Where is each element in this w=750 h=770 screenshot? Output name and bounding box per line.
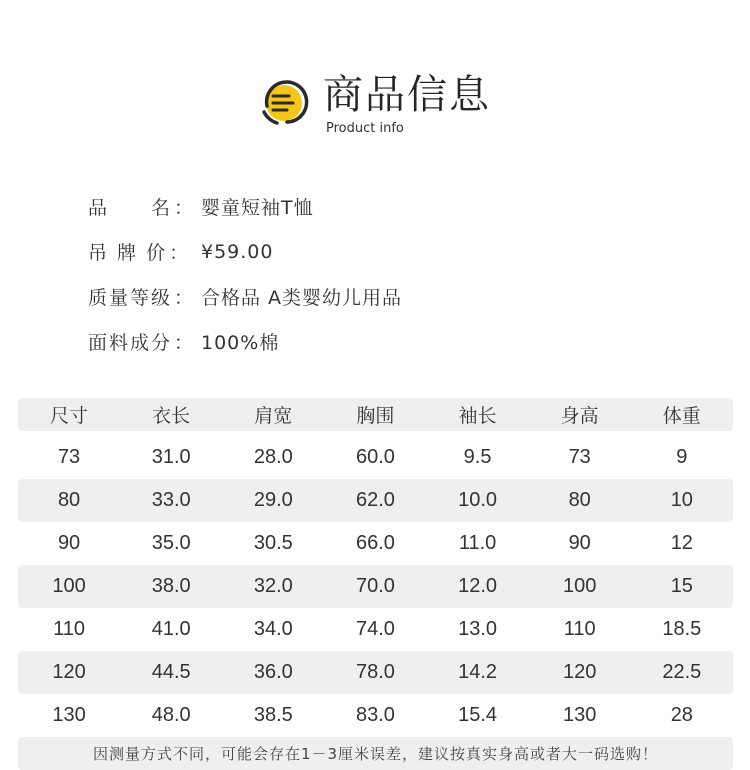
table-row xyxy=(18,522,733,565)
size-chart-table xyxy=(18,398,733,737)
info-value: 婴童短袖T恤 xyxy=(201,197,314,219)
section-subtitle: Product info xyxy=(326,121,404,136)
table-cell: 60.0 xyxy=(355,446,395,468)
info-row-name xyxy=(88,184,402,229)
table-cell: 28 xyxy=(670,704,693,726)
table-cell: 15.4 xyxy=(458,704,498,726)
table-cell: 38.0 xyxy=(151,575,191,597)
table-cell: 130 xyxy=(563,704,597,726)
table-cell: 70.0 xyxy=(355,575,395,597)
table-cell: 10 xyxy=(670,489,693,511)
table-cell: 12.0 xyxy=(458,575,498,597)
table-row xyxy=(18,608,733,651)
column-header: 体重 xyxy=(662,405,701,427)
table-row xyxy=(18,565,733,608)
info-label: 品 名 xyxy=(88,197,173,219)
table-cell: 74.0 xyxy=(355,618,395,640)
info-label: 面料成分 xyxy=(88,332,173,354)
table-cell: 73 xyxy=(57,446,81,468)
table-cell: 78.0 xyxy=(355,661,395,683)
table-cell: 31.0 xyxy=(151,446,191,468)
column-header: 肩宽 xyxy=(254,405,293,427)
table-cell: 12 xyxy=(670,532,693,554)
table-cell: 14.2 xyxy=(458,661,498,683)
table-cell: 36.0 xyxy=(253,661,293,683)
table-cell: 11.0 xyxy=(458,532,497,554)
table-cell: 90 xyxy=(568,532,591,554)
title-block xyxy=(323,70,491,137)
table-row xyxy=(18,436,733,479)
info-colon: ： xyxy=(174,197,194,219)
info-value: 合格品 A类婴幼儿用品 xyxy=(201,287,403,309)
table-cell: 110 xyxy=(53,618,85,640)
table-cell: 48.0 xyxy=(151,704,191,726)
table-cell: 18.5 xyxy=(662,618,702,640)
measurement-note: 因测量方式不同，可能会存在1－3厘米误差，建议按真实身高或者大一码选购！ xyxy=(18,737,733,770)
info-label: 吊 牌 价 xyxy=(88,242,168,264)
table-cell: 130 xyxy=(52,704,86,726)
table-cell: 10.0 xyxy=(458,489,498,511)
table-cell: 80 xyxy=(57,489,81,511)
info-value: 100%棉 xyxy=(201,332,280,354)
info-row-price xyxy=(88,229,402,274)
table-cell: 9 xyxy=(676,446,688,468)
info-value: ¥59.00 xyxy=(201,240,274,263)
table-cell: 62.0 xyxy=(355,489,395,511)
info-colon: ： xyxy=(174,332,194,354)
table-cell: 38.5 xyxy=(253,704,293,726)
table-cell: 120 xyxy=(563,661,597,683)
table-row xyxy=(18,651,733,694)
table-cell: 66.0 xyxy=(355,532,395,554)
table-cell: 28.0 xyxy=(253,446,293,468)
table-cell: 80 xyxy=(568,489,591,511)
table-cell: 32.0 xyxy=(253,575,293,597)
column-header: 胸围 xyxy=(356,405,395,427)
column-header: 尺寸 xyxy=(50,405,89,427)
info-label: 质量等级 xyxy=(88,287,173,309)
table-cell: 44.5 xyxy=(151,661,191,683)
product-info-list xyxy=(88,184,402,364)
table-cell: 90 xyxy=(57,532,81,554)
table-cell: 34.0 xyxy=(253,618,293,640)
section-header xyxy=(0,70,750,137)
column-header: 衣长 xyxy=(152,405,191,427)
info-row-grade xyxy=(88,274,402,319)
table-cell: 41.0 xyxy=(151,618,191,640)
table-row xyxy=(18,694,733,737)
table-cell: 22.5 xyxy=(662,661,702,683)
table-row xyxy=(18,479,733,522)
column-header: 身高 xyxy=(560,405,599,427)
table-cell: 13.0 xyxy=(458,618,498,640)
table-cell: 15 xyxy=(670,575,693,597)
info-colon: ： xyxy=(174,287,194,309)
info-row-fabric xyxy=(88,319,402,364)
document-lines-icon xyxy=(259,78,309,128)
table-cell: 30.5 xyxy=(253,532,293,554)
table-cell: 83.0 xyxy=(355,704,395,726)
table-cell: 110 xyxy=(563,618,596,640)
table-cell: 29.0 xyxy=(253,489,293,511)
table-cell: 9.5 xyxy=(463,446,492,468)
table-cell: 100 xyxy=(52,575,86,597)
table-cell: 33.0 xyxy=(151,489,191,511)
column-header: 袖长 xyxy=(458,405,497,427)
table-cell: 73 xyxy=(568,446,591,468)
table-header-row xyxy=(18,398,733,431)
info-colon: ： xyxy=(169,242,189,264)
section-title: 商品信息 xyxy=(323,72,491,118)
table-cell: 35.0 xyxy=(151,532,191,554)
table-cell: 120 xyxy=(52,661,86,683)
table-cell: 100 xyxy=(563,575,597,597)
